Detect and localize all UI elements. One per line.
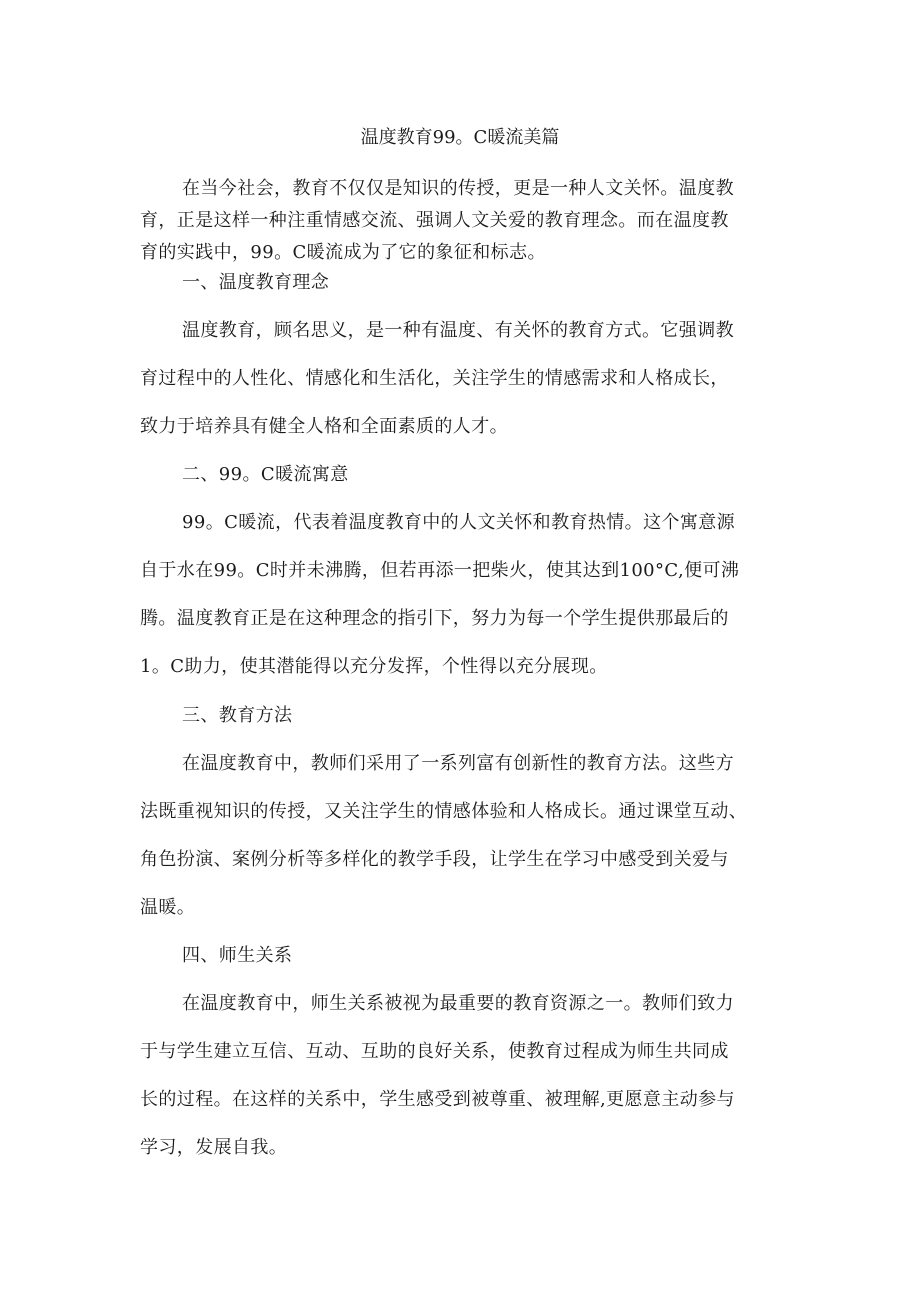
section-heading: 二、99。C暖流寓意 bbox=[182, 464, 349, 485]
paragraph-line: 腾。温度教育正是在这种理念的指引下，努力为每一个学生提供那最后的 bbox=[140, 608, 729, 629]
section-heading-3 bbox=[140, 692, 800, 740]
section-paragraph-2 bbox=[140, 499, 800, 691]
paragraph-line: 育，正是这样一种注重情感交流、强调人文关爱的教育理念。而在温度教 bbox=[140, 210, 729, 231]
section-paragraph-1 bbox=[140, 307, 800, 451]
paragraph-line: 在当今社会，教育不仅仅是知识的传授，更是一种人文关怀。温度教 bbox=[182, 178, 734, 199]
intro-paragraph bbox=[140, 173, 800, 269]
paragraph-line: 育过程中的人性化、情感化和生活化，关注学生的情感需求和人格成长， bbox=[140, 368, 729, 389]
section-heading: 三、教育方法 bbox=[182, 705, 293, 726]
paragraph-line: 温暖。 bbox=[140, 897, 196, 918]
section-paragraph-3 bbox=[140, 740, 800, 932]
paragraph-line: 1。C助力，使其潜能得以充分发挥，个性得以充分展现。 bbox=[140, 656, 608, 677]
paragraph-line: 于与学生建立互信、互动、互助的良好关系，使教育过程成为师生共同成 bbox=[140, 1041, 729, 1062]
paragraph-line: 法既重视知识的传授，又关注学生的情感体验和人格成长。通过课堂互动、 bbox=[140, 801, 748, 822]
paragraph-line: 学习，发展自我。 bbox=[140, 1137, 288, 1158]
paragraph-line: 99。C暖流，代表着温度教育中的人文关怀和教育热情。这个寓意源 bbox=[182, 512, 736, 533]
paragraph-line: 长的过程。在这样的关系中，学生感受到被尊重、被理解,更愿意主动参与 bbox=[140, 1089, 735, 1110]
section-heading-2 bbox=[140, 451, 800, 499]
section-paragraph-4 bbox=[140, 980, 800, 1172]
paragraph-line: 育的实践中，99。C暖流成为了它的象征和标志。 bbox=[140, 242, 546, 263]
section-heading: 一、温度教育理念 bbox=[182, 272, 330, 293]
paragraph-line: 自于水在99。C时并未沸腾，但若再添一把柴火，使其达到100°C,便可沸 bbox=[140, 560, 740, 581]
document-title: 温度教育99。C暖流美篇 bbox=[360, 127, 560, 148]
section-heading-4 bbox=[140, 932, 800, 980]
paragraph-line: 致力于培养具有健全人格和全面素质的人才。 bbox=[140, 416, 508, 437]
section-heading-1 bbox=[140, 259, 800, 307]
section-heading: 四、师生关系 bbox=[182, 945, 293, 966]
paragraph-line: 在温度教育中，师生关系被视为最重要的教育资源之一。教师们致力 bbox=[182, 993, 734, 1014]
paragraph-line: 角色扮演、案例分析等多样化的教学手段，让学生在学习中感受到关爱与 bbox=[140, 849, 729, 870]
paragraph-line: 温度教育，顾名思义，是一种有温度、有关怀的教育方式。它强调教 bbox=[182, 320, 734, 341]
paragraph-line: 在温度教育中，教师们采用了一系列富有创新性的教育方法。这些方 bbox=[182, 753, 734, 774]
